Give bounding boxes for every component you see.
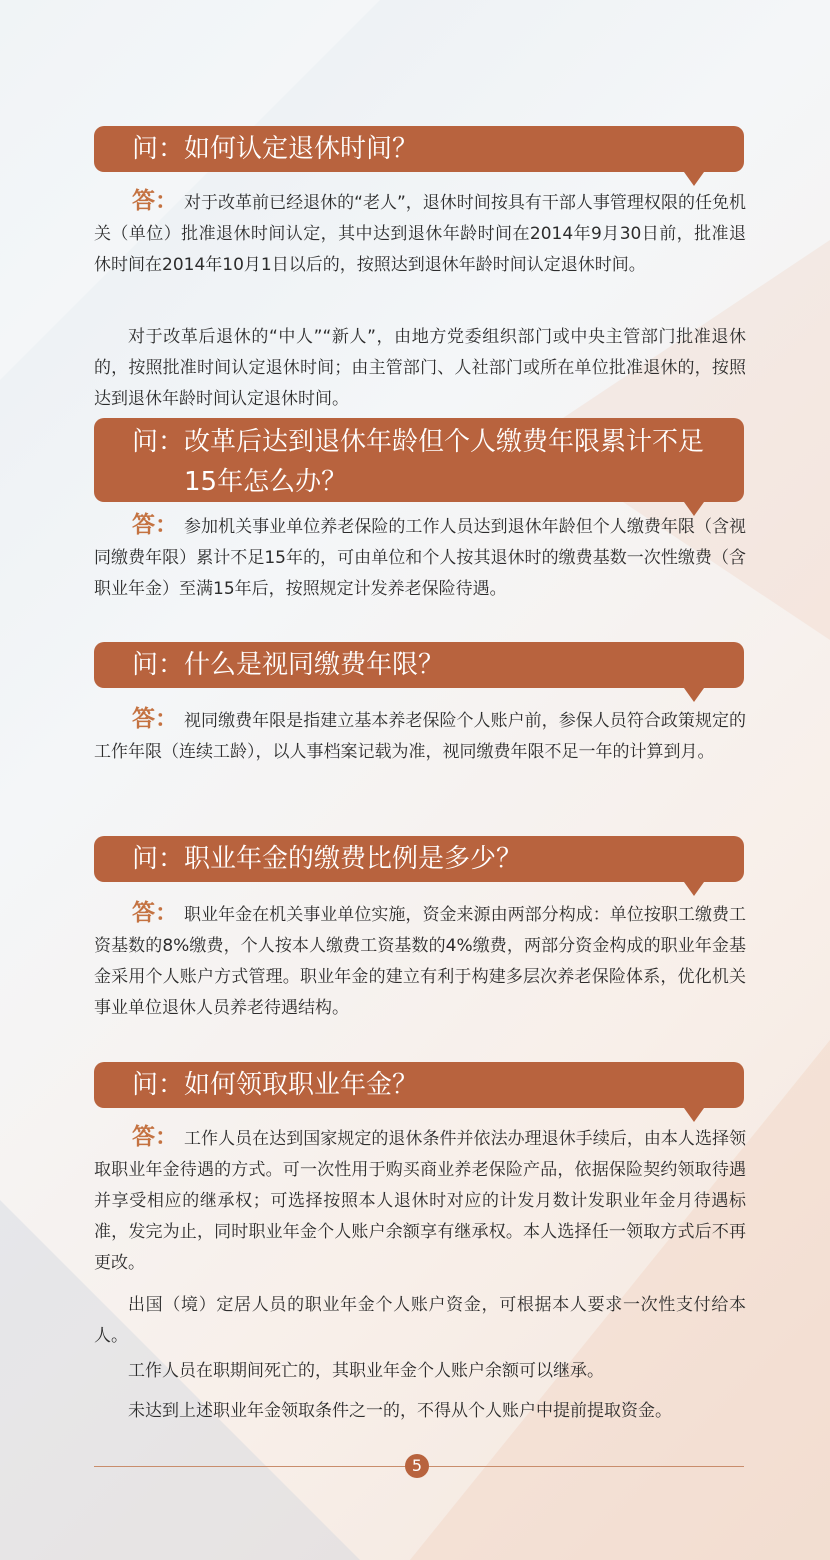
answer-extra-paragraph: 未达到上述职业年金领取条件之一的，不得从个人账户中提前提取资金。 [128,1401,672,1421]
question-text: 如何领取职业年金？ [184,1070,419,1100]
answer-paragraph-2 [94,510,746,605]
question-prefix: 问： [132,1070,185,1100]
answer-extra-paragraph: 工作人员在职期间死亡的，其职业年金个人账户余额可以继承。 [128,1361,604,1381]
question-text: 如何认定退休时间？ [184,134,419,164]
answer-label: 答： [132,512,178,538]
page-number: 5 [405,1454,429,1478]
bubble-tail [684,882,704,896]
bubble-tail [684,688,704,702]
question-bar-3 [94,642,744,688]
answer-paragraph-1 [94,186,746,281]
answer-text: 工作人员在达到国家规定的退休条件并依法办理退休手续后，由本人选择领取职业年金待遇的方式。可一次性用于购买商业养老保险产品，依据保险契约领取待遇并享受相应的继承权；可选择按照本人退休时对应的计发月数计发职业年金月待遇标准，发完为止，同时职业年金个人账户余额享有继承权。本人选择任一领取方式后不再更改。 [94,1129,746,1273]
bubble-tail [684,172,704,186]
answer-text: 参加机关事业单位养老保险的工作人员达到退休年龄但个人缴费年限（含视同缴费年限）累计不足15年的，可由单位和个人按其退休时的缴费基数一次性缴费（含职业年金）至满15年后，按照规定计发养老保险待遇。 [94,517,746,599]
question-bar-2 [94,418,744,502]
answer-text: 对于改革前已经退休的“老人”，退休时间按具有干部人事管理权限的任免机关（单位）批准退休时间认定，其中达到退休年龄时间在2014年9月30日前，批准退休时间在2014年10月1日以后的，按照达到退休年龄时间认定退休时间。 [94,193,746,275]
answer-extra-paragraph: 出国（境）定居人员的职业年金个人账户资金，可根据本人要求一次性支付给本人。 [94,1295,746,1346]
answer-paragraph-4 [94,898,746,1024]
question-prefix: 问： [132,134,185,164]
question-prefix: 问： [132,844,185,874]
bubble-tail [684,1108,704,1122]
question-text: 改革后达到退休年龄但个人缴费年限累计不足15年怎么办？ [184,427,705,497]
question-prefix: 问： [132,427,185,457]
question-text: 职业年金的缴费比例是多少？ [184,844,523,874]
answer-text: 职业年金在机关事业单位实施，资金来源由两部分构成：单位按职工缴费工资基数的8%缴费，个人按本人缴费工资基数的4%缴费，两部分资金构成的职业年金基金采用个人账户方式管理。职业年金的建立有利于构建多层次养老保险体系，优化机关事业单位退休人员养老待遇结构。 [94,905,746,1018]
answer-text: 视同缴费年限是指建立基本养老保险个人账户前，参保人员符合政策规定的工作年限（连续工龄），以人事档案记载为准，视同缴费年限不足一年的计算到月。 [94,711,746,762]
question-bar-1 [94,126,744,172]
question-bar-5 [94,1062,744,1108]
answer-paragraph-3 [94,704,746,768]
answer-label: 答： [132,706,178,732]
question-prefix: 问： [132,650,185,680]
answer-extra-paragraph: 对于改革后退休的“中人”“新人”，由地方党委组织部门或中央主管部门批准退休的，按照批准时间认定退休时间；由主管部门、人社部门或所在单位批准退休的，按照达到退休年龄时间认定退休时间。 [94,327,746,409]
answer-label: 答： [132,900,178,926]
answer-label: 答： [132,1124,178,1150]
answer-label: 答： [132,188,178,214]
question-text: 什么是视同缴费年限？ [184,650,445,680]
answer-paragraph-5 [94,1122,746,1279]
question-bar-4 [94,836,744,882]
